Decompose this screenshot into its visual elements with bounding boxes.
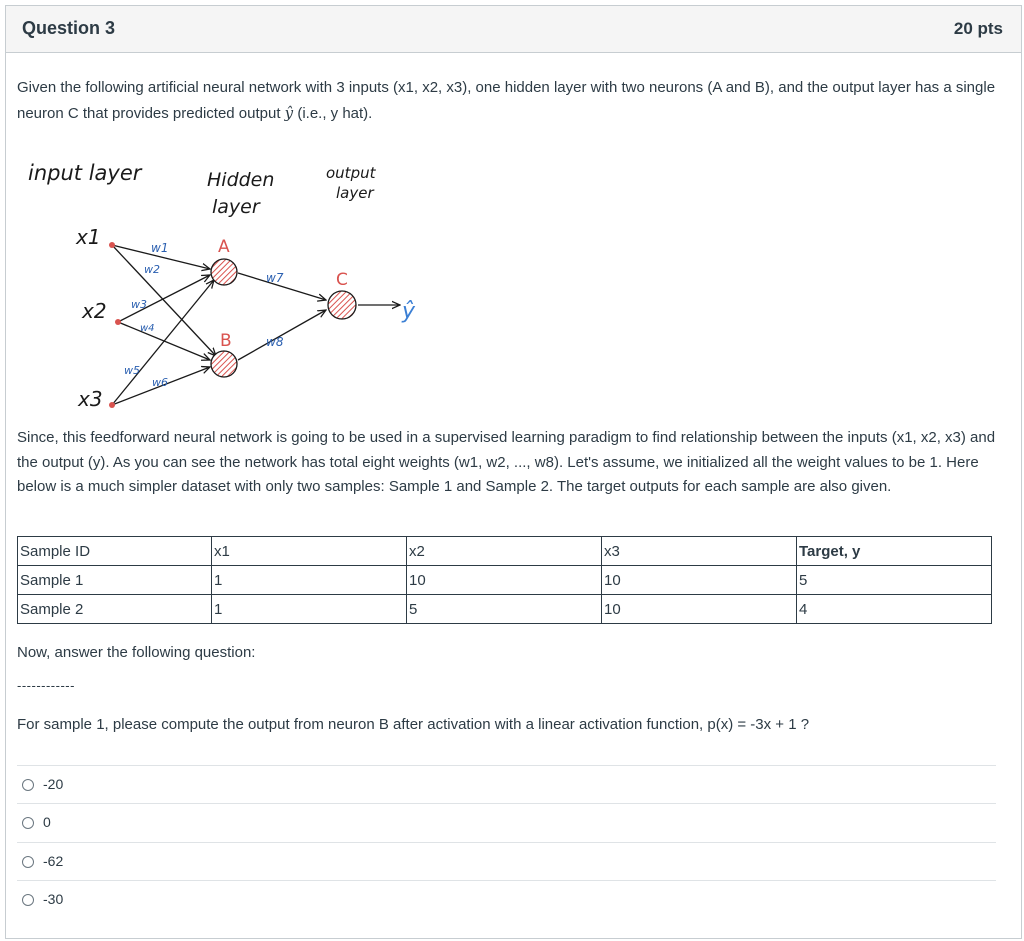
answer-option[interactable]: [17, 803, 996, 842]
output-layer-label-2: layer: [336, 184, 374, 202]
radio-button[interactable]: [22, 817, 34, 829]
table-cell: 5: [796, 566, 991, 595]
table-header: x1: [211, 537, 406, 566]
weight-w1: w1: [151, 241, 169, 255]
table-cell: 1: [211, 566, 406, 595]
table-header: x2: [406, 537, 601, 566]
table-header: x3: [601, 537, 796, 566]
input-layer-label: input layer: [28, 161, 142, 185]
hidden-layer-label-2: layer: [212, 196, 260, 218]
weight-w2: w2: [144, 263, 160, 276]
neuron-a-label: A: [218, 237, 230, 257]
hidden-layer-label-1: Hidden: [207, 169, 275, 191]
edge-x1-b: [112, 245, 216, 356]
intro-text-2: (i.e., y hat).: [293, 104, 373, 122]
intro-text-1: Given the following artificial neural network with 3 inputs (x1, x2, x3), one hidden layer with two neurons (A and B), and the output layer has a single neuron C that provides predicted output: [17, 79, 996, 122]
neuron-a: [211, 259, 237, 285]
table-header-row: [18, 537, 992, 566]
input-x3-label: x3: [78, 387, 103, 411]
radio-button[interactable]: [22, 894, 34, 906]
table-cell: 10: [601, 566, 796, 595]
output-layer-label-1: output: [326, 164, 376, 182]
weight-w7: w7: [266, 271, 284, 285]
table-row: [18, 566, 992, 595]
weight-w3: w3: [131, 298, 147, 311]
input-node-x1: [109, 242, 115, 248]
neural-network-diagram: [14, 148, 434, 418]
radio-button[interactable]: [22, 779, 34, 791]
neuron-b-label: B: [220, 331, 232, 351]
input-x2-label: x2: [82, 299, 107, 323]
weight-w5: w5: [124, 364, 140, 377]
answer-option[interactable]: [17, 842, 996, 881]
answer-option-label: -20: [43, 776, 64, 792]
question-points: 20 pts: [953, 19, 1003, 38]
table-cell: 10: [601, 595, 796, 624]
table-cell: Sample 1: [18, 566, 212, 595]
answer-prompt: Now, answer the following question:: [17, 644, 256, 661]
answer-option-label: 0: [43, 814, 51, 830]
weight-w4: w4: [140, 323, 155, 334]
weight-w6: w6: [152, 376, 168, 389]
sample-dataset-table: [17, 536, 992, 624]
output-yhat-label: ŷ: [402, 299, 416, 324]
answer-option-label: -30: [43, 891, 64, 907]
question-intro: [17, 76, 1002, 126]
answer-option[interactable]: [17, 765, 996, 804]
answer-option-label: -62: [43, 853, 64, 869]
separator-dashes: ------------: [17, 678, 75, 693]
table-cell: 5: [406, 595, 601, 624]
table-cell: Sample 2: [18, 595, 212, 624]
input-x1-label: x1: [76, 225, 101, 249]
yhat-symbol: ŷ: [284, 103, 294, 122]
table-cell: 10: [406, 566, 601, 595]
table-row: [18, 595, 992, 624]
table-header: Sample ID: [18, 537, 212, 566]
weight-w8: w8: [266, 335, 284, 349]
table-cell: 4: [796, 595, 991, 624]
answer-option[interactable]: [17, 880, 996, 919]
question-header: [6, 6, 1021, 53]
radio-button[interactable]: [22, 856, 34, 868]
table-header-target: Target, y: [796, 537, 991, 566]
neuron-b: [211, 351, 237, 377]
question-text: For sample 1, please compute the output from neuron B after activation with a linear activation function, p(x) = -3x + 1 ?: [17, 716, 810, 733]
neuron-c: [328, 291, 356, 319]
question-title: Question 3: [22, 18, 116, 38]
question-context: Since, this feedforward neural network is going to be used in a supervised learning paradigm to find relationship between the inputs (x1, x2, x3) and the output (y). As you can see the network has total eight weights (w1, w2, ..., w8). Let's assume, we initialized all the weight values to be 1. Here below is a much simpler dataset with only two samples: Sample 1 and Sample 2. The target outputs for each sample are also given.: [17, 429, 996, 495]
input-node-x3: [109, 402, 115, 408]
table-cell: 1: [211, 595, 406, 624]
neuron-c-label: C: [336, 270, 348, 290]
input-node-x2: [115, 319, 121, 325]
